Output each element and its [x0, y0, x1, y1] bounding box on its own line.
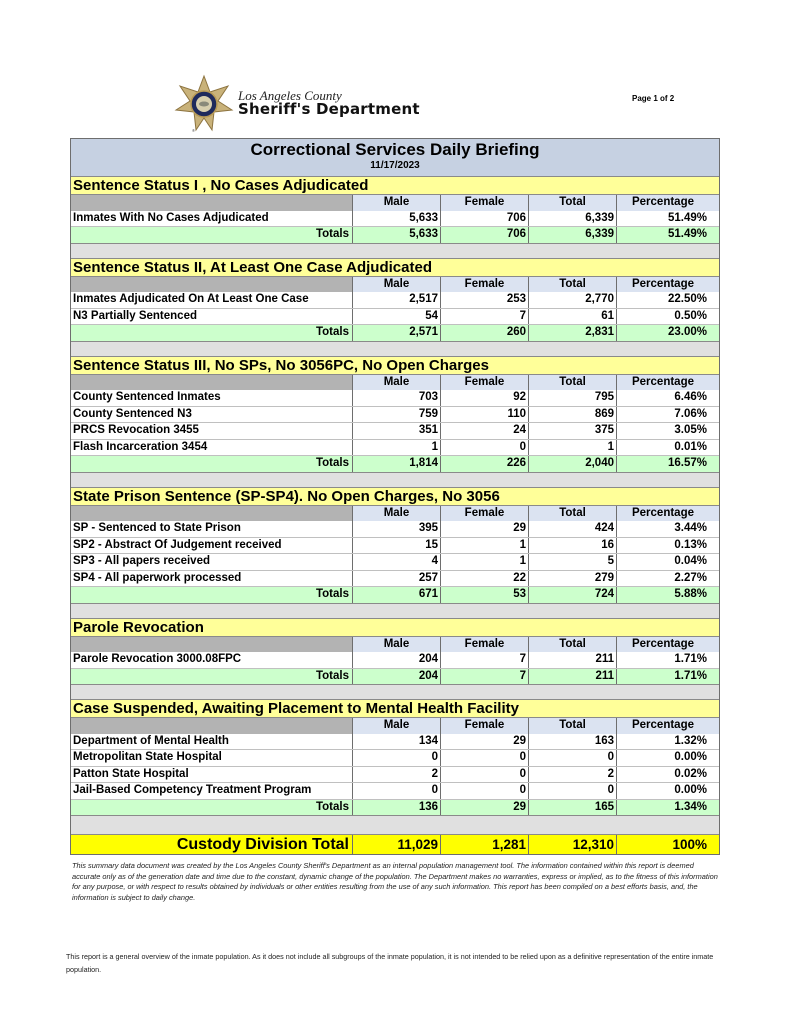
cell-female: 24 [441, 423, 529, 439]
table-row [71, 407, 719, 424]
report-sections [71, 177, 719, 835]
table-row [71, 440, 719, 457]
column-header-row [71, 375, 719, 391]
svg-text:®: ® [192, 128, 195, 133]
grand-total-female: 1,281 [441, 835, 529, 854]
column-header-blank [71, 637, 353, 653]
cell-female: 0 [441, 440, 529, 456]
cell-pct: 22.50% [667, 293, 707, 305]
cell-male: 395 [353, 521, 441, 537]
totals-total: 211 [529, 669, 617, 685]
cell-female: 0 [441, 783, 529, 799]
totals-male: 2,571 [353, 325, 441, 341]
cell-total: 375 [529, 423, 617, 439]
cell-total: 869 [529, 407, 617, 423]
totals-row [71, 800, 719, 817]
cell-total: 163 [529, 734, 617, 750]
totals-row [71, 325, 719, 342]
table-row [71, 767, 719, 784]
row-label: SP - Sentenced to State Prison [71, 521, 353, 537]
cell-pct: 51.49% [667, 211, 707, 224]
totals-male: 671 [353, 587, 441, 603]
totals-label: Totals [71, 456, 353, 472]
briefing-report [70, 138, 720, 855]
cell-female: 7 [441, 652, 529, 668]
cell-male: 54 [353, 309, 441, 325]
column-header-percentage: Percentage [631, 637, 694, 650]
section-spacer [71, 244, 719, 259]
totals-male: 5,633 [353, 227, 441, 243]
cell-pct: 0.00% [674, 751, 707, 763]
cell-pct: 0.02% [674, 767, 707, 780]
table-row [71, 734, 719, 751]
column-header-blank [71, 375, 353, 391]
totals-total: 2,040 [529, 456, 617, 472]
column-header-female: Female [441, 375, 529, 391]
cell-female: 253 [441, 292, 529, 308]
cell-male: 2 [353, 767, 441, 783]
column-header-female: Female [441, 277, 529, 293]
cell-male: 703 [353, 390, 441, 406]
column-header-percentage: Percentage [631, 375, 694, 388]
table-row [71, 423, 719, 440]
row-label: Inmates Adjudicated On At Least One Case [71, 292, 353, 308]
table-row [71, 652, 719, 669]
totals-total: 2,831 [529, 325, 617, 341]
column-header-total: Total [529, 637, 617, 653]
table-row [71, 554, 719, 571]
table-row [71, 211, 719, 228]
totals-pct: 16.57% [667, 457, 707, 469]
totals-female: 260 [441, 325, 529, 341]
grand-total-total: 12,310 [529, 835, 617, 854]
sheriff-star-badge-icon [172, 74, 236, 134]
totals-row [71, 669, 719, 686]
report-section [71, 488, 719, 619]
column-header-male: Male [353, 506, 441, 522]
cell-male: 257 [353, 571, 441, 587]
table-row [71, 750, 719, 767]
cell-female: 1 [441, 538, 529, 554]
cell-male: 1 [353, 440, 441, 456]
totals-female: 7 [441, 669, 529, 685]
row-label: Patton State Hospital [71, 767, 353, 783]
cell-pct: 0.01% [674, 440, 707, 453]
footnote-text: This report is a general overview of the inmate population. As it does not include all subgroups of the inmate population, it is not intended to be relied upon as a definitive representation of the entire inmate population. [66, 952, 714, 974]
section-title: Sentence Status I , No Cases Adjudicated [71, 177, 719, 195]
row-label: SP2 - Abstract Of Judgement received [71, 538, 353, 554]
totals-pct: 23.00% [667, 326, 707, 338]
totals-male: 136 [353, 800, 441, 816]
cell-total: 279 [529, 571, 617, 587]
cell-total: 5 [529, 554, 617, 570]
column-header-total: Total [529, 195, 617, 211]
column-header-total: Total [529, 375, 617, 391]
cell-pct: 0.13% [674, 538, 707, 551]
section-title: Parole Revocation [71, 619, 719, 637]
section-spacer [71, 685, 719, 700]
cell-male: 759 [353, 407, 441, 423]
cell-pct: 0.00% [674, 784, 707, 796]
cell-pct: 3.05% [674, 424, 707, 436]
totals-female: 29 [441, 800, 529, 816]
cell-pct: 6.46% [674, 391, 707, 403]
cell-total: 2 [529, 767, 617, 783]
section-spacer [71, 342, 719, 357]
grand-total-male: 11,029 [353, 835, 441, 854]
column-header-female: Female [441, 506, 529, 522]
cell-male: 0 [353, 783, 441, 799]
logo-department-name: Sheriff's Department [238, 100, 420, 118]
section-title: Sentence Status III, No SPs, No 3056PC, No Open Charges [71, 357, 719, 375]
cell-male: 351 [353, 423, 441, 439]
cell-pct: 7.06% [674, 407, 707, 420]
column-header-percentage: Percentage [631, 506, 694, 519]
sheriff-logo [172, 74, 442, 134]
table-row [71, 292, 719, 309]
table-row [71, 309, 719, 326]
cell-total: 0 [529, 750, 617, 766]
report-section [71, 259, 719, 357]
report-section [71, 177, 719, 259]
totals-total: 6,339 [529, 227, 617, 243]
cell-female: 92 [441, 390, 529, 406]
cell-male: 2,517 [353, 292, 441, 308]
column-header-row [71, 637, 719, 653]
totals-row [71, 587, 719, 604]
row-label: Flash Incarceration 3454 [71, 440, 353, 456]
totals-female: 53 [441, 587, 529, 603]
totals-pct: 1.71% [674, 669, 707, 682]
column-header-percentage: Percentage [631, 277, 694, 290]
totals-label: Totals [71, 587, 353, 603]
column-header-blank [71, 718, 353, 734]
column-header-blank [71, 277, 353, 293]
column-header-male: Male [353, 718, 441, 734]
cell-female: 29 [441, 734, 529, 750]
table-row [71, 390, 719, 407]
column-header-row [71, 506, 719, 522]
cell-female: 22 [441, 571, 529, 587]
table-row [71, 783, 719, 800]
section-title: State Prison Sentence (SP-SP4). No Open Charges, No 3056 [71, 488, 719, 506]
cell-male: 15 [353, 538, 441, 554]
cell-total: 0 [529, 783, 617, 799]
column-header-total: Total [529, 277, 617, 293]
section-spacer [71, 604, 719, 619]
cell-total: 1 [529, 440, 617, 456]
disclaimer-text: This summary data document was created by the Los Angeles County Sheriff's Department as an internal population management tool. The information contained within this report is deemed accurate only as of the generation date and time due to the constant, dynamic change of the population. The Department makes no warranties, express or implied, as to the fitness of this information for any purpose, or with respect to results obtained by individuals or other entities resulting from the use of any such information. This report has been compiled on a best efforts basis, and, the information is subject to daily change. [72, 861, 718, 903]
row-label: SP4 - All paperwork processed [71, 571, 353, 587]
totals-female: 226 [441, 456, 529, 472]
cell-pct: 2.27% [674, 571, 707, 584]
column-header-female: Female [441, 718, 529, 734]
totals-pct: 5.88% [674, 588, 707, 600]
report-title: Correctional Services Daily Briefing [250, 140, 540, 159]
row-label: Department of Mental Health [71, 734, 353, 750]
cell-female: 706 [441, 211, 529, 227]
grand-total-label: Custody Division Total [71, 835, 353, 854]
column-header-male: Male [353, 637, 441, 653]
report-title-block [71, 139, 719, 177]
cell-total: 61 [529, 309, 617, 325]
row-label: Jail-Based Competency Treatment Program [71, 783, 353, 799]
row-label: PRCS Revocation 3455 [71, 423, 353, 439]
cell-total: 2,770 [529, 292, 617, 308]
column-header-total: Total [529, 506, 617, 522]
totals-label: Totals [71, 227, 353, 243]
report-section [71, 700, 719, 835]
grand-total-percentage: 100% [672, 837, 707, 852]
totals-row [71, 227, 719, 244]
column-header-percentage: Percentage [631, 719, 694, 731]
section-title: Sentence Status II, At Least One Case Adjudicated [71, 259, 719, 277]
column-header-male: Male [353, 277, 441, 293]
row-label: Parole Revocation 3000.08FPC [71, 652, 353, 668]
cell-total: 211 [529, 652, 617, 668]
totals-row [71, 456, 719, 473]
row-label: Inmates With No Cases Adjudicated [71, 211, 353, 227]
cell-total: 795 [529, 390, 617, 406]
section-title: Case Suspended, Awaiting Placement to Mental Health Facility [71, 700, 719, 718]
column-header-blank [71, 506, 353, 522]
totals-label: Totals [71, 325, 353, 341]
table-row [71, 538, 719, 555]
column-header-female: Female [441, 195, 529, 211]
cell-female: 1 [441, 554, 529, 570]
column-header-blank [71, 195, 353, 211]
cell-female: 0 [441, 767, 529, 783]
cell-male: 0 [353, 750, 441, 766]
totals-pct: 1.34% [674, 800, 707, 813]
cell-pct: 1.32% [674, 734, 707, 747]
cell-total: 424 [529, 521, 617, 537]
cell-male: 5,633 [353, 211, 441, 227]
section-spacer [71, 473, 719, 488]
totals-pct: 51.49% [667, 228, 707, 240]
cell-female: 110 [441, 407, 529, 423]
cell-female: 7 [441, 309, 529, 325]
column-header-male: Male [353, 195, 441, 211]
report-section [71, 357, 719, 488]
column-header-row [71, 195, 719, 211]
cell-pct: 0.50% [674, 309, 707, 322]
column-header-percentage: Percentage [631, 196, 694, 208]
row-label: SP3 - All papers received [71, 554, 353, 570]
custody-division-total-row [71, 835, 719, 854]
section-spacer [71, 816, 719, 835]
cell-pct: 3.44% [674, 522, 707, 534]
cell-male: 4 [353, 554, 441, 570]
report-section [71, 619, 719, 701]
row-label: County Sentenced Inmates [71, 390, 353, 406]
totals-male: 204 [353, 669, 441, 685]
cell-female: 0 [441, 750, 529, 766]
totals-total: 724 [529, 587, 617, 603]
totals-male: 1,814 [353, 456, 441, 472]
row-label: N3 Partially Sentenced [71, 309, 353, 325]
row-label: Metropolitan State Hospital [71, 750, 353, 766]
totals-total: 165 [529, 800, 617, 816]
table-row [71, 521, 719, 538]
cell-female: 29 [441, 521, 529, 537]
totals-female: 706 [441, 227, 529, 243]
column-header-female: Female [441, 637, 529, 653]
cell-pct: 1.71% [674, 653, 707, 665]
totals-label: Totals [71, 669, 353, 685]
cell-pct: 0.04% [674, 555, 707, 567]
logo-county-name: Los Angeles County [238, 88, 342, 103]
report-date: 11/17/2023 [370, 160, 420, 171]
table-row [71, 571, 719, 588]
row-label: County Sentenced N3 [71, 407, 353, 423]
column-header-total: Total [529, 718, 617, 734]
cell-male: 204 [353, 652, 441, 668]
cell-total: 6,339 [529, 211, 617, 227]
totals-label: Totals [71, 800, 353, 816]
page-indicator: Page 1 of 2 [632, 94, 675, 103]
column-header-row [71, 277, 719, 293]
column-header-male: Male [353, 375, 441, 391]
column-header-row [71, 718, 719, 734]
cell-total: 16 [529, 538, 617, 554]
cell-male: 134 [353, 734, 441, 750]
